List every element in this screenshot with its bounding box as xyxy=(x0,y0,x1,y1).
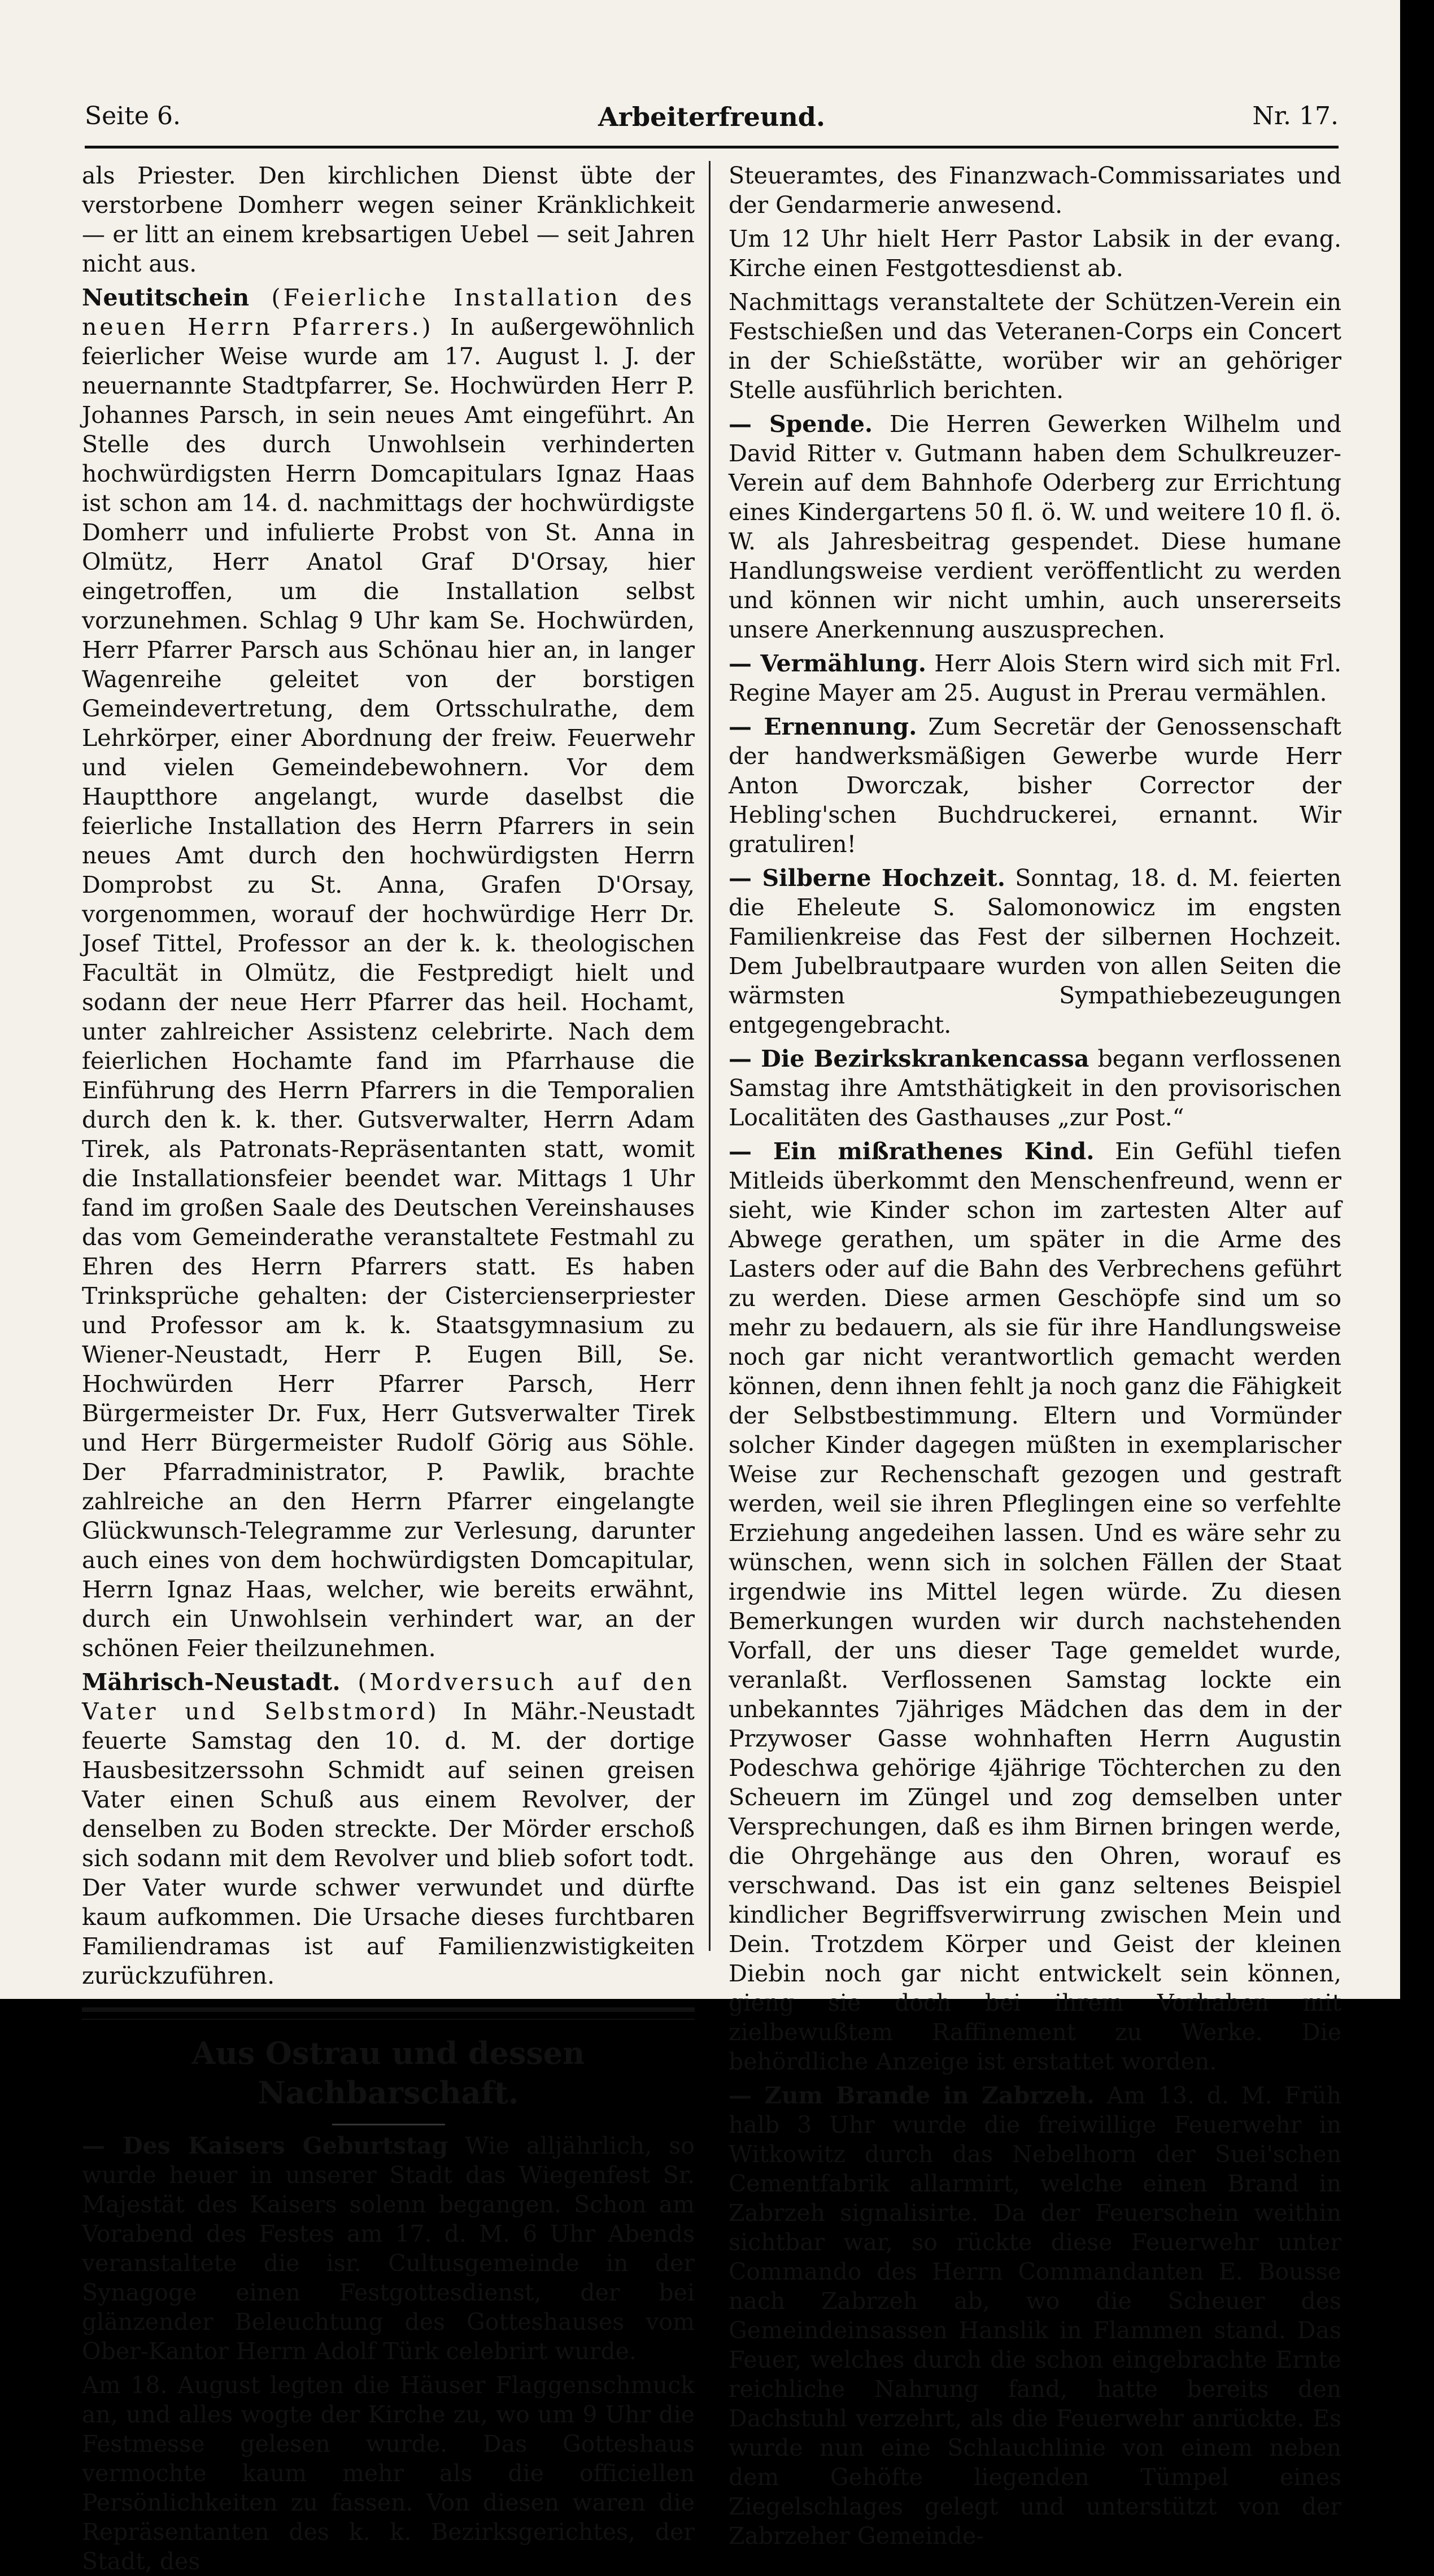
article-body: Herr Alois Stern wird sich mit Frl. Regine Mayer am 25. August in Prerau vermählen. xyxy=(729,650,1341,706)
article-heading: — Silberne Hochzeit. xyxy=(729,865,1005,892)
article-heading: — Ein mißrathenes Kind. xyxy=(729,1138,1095,1165)
article-brand xyxy=(729,2081,1341,2551)
article-heading: — Spende. xyxy=(729,411,873,438)
paragraph: als Priester. Den kirchlichen Dienst übte der verstorbene Domherr wegen seiner Kränklichkeit — er litt an einem krebsartigen Uebel — seit Jahren nicht aus. xyxy=(82,162,695,277)
article-body: Zum Secretär der Genossenschaft der handwerksmäßigen Gewerbe wurde Herr Anton Dworczak, bisher Corrector der Hebling'schen Buchdruckerei, ernannt. Wir gratuliren! xyxy=(729,713,1341,858)
paragraph: Steueramtes, des Finanzwach-Commissariates und der Gendarmerie anwesend. xyxy=(729,162,1341,219)
article-heading: — Vermählung. xyxy=(729,650,927,677)
article-heading: — Die Bezirkskrankencassa xyxy=(729,1045,1089,1072)
article-body: In Mähr.-Neustadt feuerte Samstag den 10. d. M. der dortige Hausbesitzerssohn Schmidt auf seinen greisen Vater einen Schuß aus einem Revolver, der denselben zu Boden streckte. Der Mörder erschoß sich sodann mit dem Revolver und blieb sofort todt. Der Vater wurde schwer verwundet und dürfte kaum aufkommen. Die Ursache dieses furchtbaren Familiendramas ist auf Familienzwistigkeiten zurückzuführen. xyxy=(82,1698,695,1989)
page-header xyxy=(85,102,1339,141)
header-rule xyxy=(85,146,1339,149)
article-heading: — Des Kaisers Geburtstag xyxy=(82,2132,448,2159)
article-body: In außergewöhnlich feierlicher Weise wurde am 17. August l. J. der neuernannte Stadtpfarrer, Se. Hochwürden Herr P. Johannes Parsch, in sein neues Amt eingeführt. An Stelle des durch Unwohlsein verhinderten hochwürdigsten Herrn Domcapitulars Ignaz Haas ist schon am 14. d. nachmittags der hochwürdigste Domherr und infulierte Probst von St. Anna in Olmütz, Herr Anatol Graf D'Orsay, hier eingetroffen, um die Installation selbst vorzunehmen. Schlag 9 Uhr kam Se. Hochwürden, Herr Pfarrer Parsch aus Schönau hier an, in langer Wagenreihe geleitet von der borstigen Gemeindevertretung, dem Ortsschulrathe, dem Lehrkörper, einer Abordnung der freiw. Feuerwehr und vielen Gemeindebewohnern. Vor dem Hauptthore angelangt, wurde daselbst die feierliche Installation des Herrn Pfarrers in sein neues Amt durch den hochwürdigsten Herrn Domprobst zu St. Anna, Grafen D'Orsay, vorgenommen, worauf der hochwürdige Herr Dr. Josef Tittel, Professor an der k. k. theologischen Facultät in Olmütz, die Festpredigt hielt und sodann der neue Herr Pfarrer das heil. Hochamt, unter zahlreicher Assistenz celebrirte. Nach dem feierlichen Hochamte fand im Pfarrhause die Einführung des Herrn Pfarrers in die Temporalien durch den k. k. ther. Gutsverwalter, Herrn Adam Tirek, als Patronats-Repräsentanten statt, womit die Installationsfeier beendet war. Mittags 1 Uhr fand im großen Saale des Deutschen Vereinshauses das vom Gemeinderathe veranstaltete Festmahl zu Ehren des Herrn Pfarrers statt. Es haben Trinksprüche gehalten: der Cistercienserpriester und Professor am k. k. Staatsgymnasium zu Wiener-Neustadt, Herr P. Eugen Bill, Se. Hochwürden Herr Pfarrer Parsch, Herr Bürgermeister Dr. Fux, Herr Gutsverwalter Tirek und Herr Bürgermeister Rudolf Görig aus Söhle. Der Pfarradministrator, P. Pawlik, brachte zahlreiche an den Herrn Pfarrer eingelangte Glückwunsch-Telegramme zur Verlesung, darunter auch eines von dem hochwürdigsten Domcapitular, Herrn Ignaz Haas, welcher, wie bereits erwähnt, durch ein Unwohlsein verhindert war, an der schönen Feier theilzunehmen. xyxy=(82,313,695,1662)
article-heading: Mährisch-Neustadt. xyxy=(82,1669,341,1696)
article-neutitschein xyxy=(82,283,695,1663)
page-number: Seite 6. xyxy=(85,102,181,130)
article-neustadt xyxy=(82,1667,695,1990)
issue-number: Nr. 17. xyxy=(1252,102,1339,130)
article-body: Ein Gefühl tiefen Mitleids überkommt den Menschenfreund, wenn er sieht, wie Kinder schon im zartesten Alter auf Abwege gerathen, um später in die Arme des Lasters oder auf die Bahn des Verbrechens geführt zu werden. Diese armen Geschöpfe sind um so mehr zu bedauern, als sie für ihre Handlungsweise noch gar nicht verantwortlich gemacht werden können, denn ihnen fehlt ja noch ganz die Fähigkeit der Selbstbestimmung. Eltern und Vormünder solcher Kinder dagegen müßten in exemplarischer Weise zur Rechenschaft gezogen und gestraft werden, weil sie ihren Pfleglingen eine so verfehlte Erziehung angedeihen lassen. Und es wäre sehr zu wünschen, wenn sich in solchen Fällen der Staat irgendwie ins Mittel legen würde. Zu diesen Bemerkungen wurden wir durch nachstehenden Vorfall, der uns dieser Tage gemeldet wurde, veranlaßt. Verflossenen Samstag lockte ein unbekanntes 7jähriges Mädchen das dem in der Przywoser Gasse wohnhaften Herrn Augustin Podeschwa gehörige 4jährige Töchterchen zu den Scheuern im Züngel und zog demselben unter Versprechungen, daß es ihm Birnen bringen werde, die Ohrgehänge aus den Ohren, worauf es verschwand. Das ist ein ganz seltenes Beispiel kindlicher Begriffsverwirrung zwischen Mein und Dein. Trotzdem Körper und Geist der kleinen Diebin noch gar nicht entwickelt sein können, gieng sie doch bei ihrem Vorhaben mit zielbewußtem Raffinement zu Werke. Die behördliche Anzeige ist erstattet worden. xyxy=(729,1138,1341,2075)
paragraph: Am 18. August legten die Häuser Flaggenschmuck an, und alles wogte der Kirche zu, wo um 9 Uhr die Festmesse gelesen wurde. Das Gotteshaus vermochte kaum mehr als die officiellen Persönlichkeiten zu fassen. Von diesen waren die Repräsentanten des k. k. Bezirksgerichtes, der Stadt, des xyxy=(82,2372,695,2575)
article-body: begann verflossenen Samstag ihre Amtsthätigkeit in den provisorischen Localitäten des Gasthauses „zur Post.“ xyxy=(729,1045,1341,1131)
article-silberne-hochzeit xyxy=(729,863,1341,1040)
article-heading: — Zum Brande in Zabrzeh. xyxy=(729,2082,1095,2109)
article-subheading: (Feierliche Installation des neuen Herrn Pfarrers.) xyxy=(82,284,695,340)
article-vermaehlung xyxy=(729,649,1341,708)
article-kaiser xyxy=(82,2131,695,2366)
column-divider xyxy=(709,161,711,1951)
article-body: Am 13. d. M. Früh halb 3 Uhr wurde die freiwillige Feuerwehr in Witkowitz durch das Nebelhorn der Suei'schen Cementfabrik allarmirt, welche einen Brand in Zabrzeh signalisirte. Da der Feuerschein weithin sichtbar war, so rückte diese Feuerwehr unter Commando des Herrn Commandanten E. Bousse nach Zabrzeh ab, wo die Scheuer des Gemeindeinsassen Hanslik in Flammen stand. Das Feuer, welches durch die schon eingebrachte Ernte reichliche Nahrung fand, hatte bereits den Dachstuhl verzehrt, als die Feuerwehr anrückte. Es wurde nun eine Schlauchlinie von einem neben dem Gehöfte liegenden Tümpel eines Ziegelschlages gelegt und unterstützt von der Zabrzeher Gemeinde- xyxy=(729,2082,1341,2549)
left-column xyxy=(82,161,695,2575)
paragraph: Um 12 Uhr hielt Herr Pastor Labsik in der evang. Kirche einen Festgottesdienst ab. xyxy=(729,225,1341,282)
scan-edge xyxy=(1400,0,1434,1999)
paragraph: Nachmittags veranstaltete der Schützen-Verein ein Festschießen und das Veteranen-Corps ein Concert in der Schießstätte, worüber wir an gehöriger Stelle ausführlich berichten. xyxy=(729,289,1341,404)
small-rule xyxy=(332,2124,445,2125)
article-body: Die Herren Gewerken Wilhelm und David Ritter v. Gutmann haben dem Schulkreuzer-Verein auf dem Bahnhofe Oderberg zur Errichtung eines Kindergartens 50 fl. ö. W. und weitere 10 fl. ö. W. als Jahresbeitrag gespendet. Diese humane Handlungsweise verdient veröffentlicht zu werden und können wir nicht umhin, auch unsererseits unsere Anerkennung auszusprechen. xyxy=(729,411,1341,643)
article-ernennung xyxy=(729,712,1341,859)
section-rule xyxy=(82,2007,695,2020)
article-body: Wie alljährlich, so wurde heuer in unserer Stadt das Wiegenfest Sr. Majestät des Kaisers solenn begangen. Schon am Vorabend des Festes am 17. d. M. 6 Uhr Abends veranstaltete die isr. Cultusgemeinde in der Synagoge einen Festgottesdienst, der bei glänzender Beleuchtung des Gotteshauses vom Ober-Kantor Herrn Adolf Türk celebrirt wurde. xyxy=(82,2132,695,2365)
article-bezirkskrankencassa xyxy=(729,1044,1341,1132)
article-spende xyxy=(729,409,1341,644)
masthead: Arbeiterfreund. xyxy=(598,102,825,132)
article-heading: Neutitschein xyxy=(82,284,250,311)
article-subheading: (Mordversuch auf den Vater und Selbstmord) xyxy=(82,1669,695,1725)
article-kind xyxy=(729,1137,1341,2076)
article-body: Sonntag, 18. d. M. feierten die Eheleute S. Salomonowicz im engsten Familienkreise das Fest der silbernen Hochzeit. Dem Jubelbrautpaare wurden von allen Seiten die wärmsten Sympathiebezeugungen entgegengebracht. xyxy=(729,865,1341,1038)
article-heading: — Ernennung. xyxy=(729,713,917,740)
right-column xyxy=(729,161,1341,2549)
section-title: Aus Ostrau und dessen Nachbarschaft. xyxy=(191,2035,585,2111)
